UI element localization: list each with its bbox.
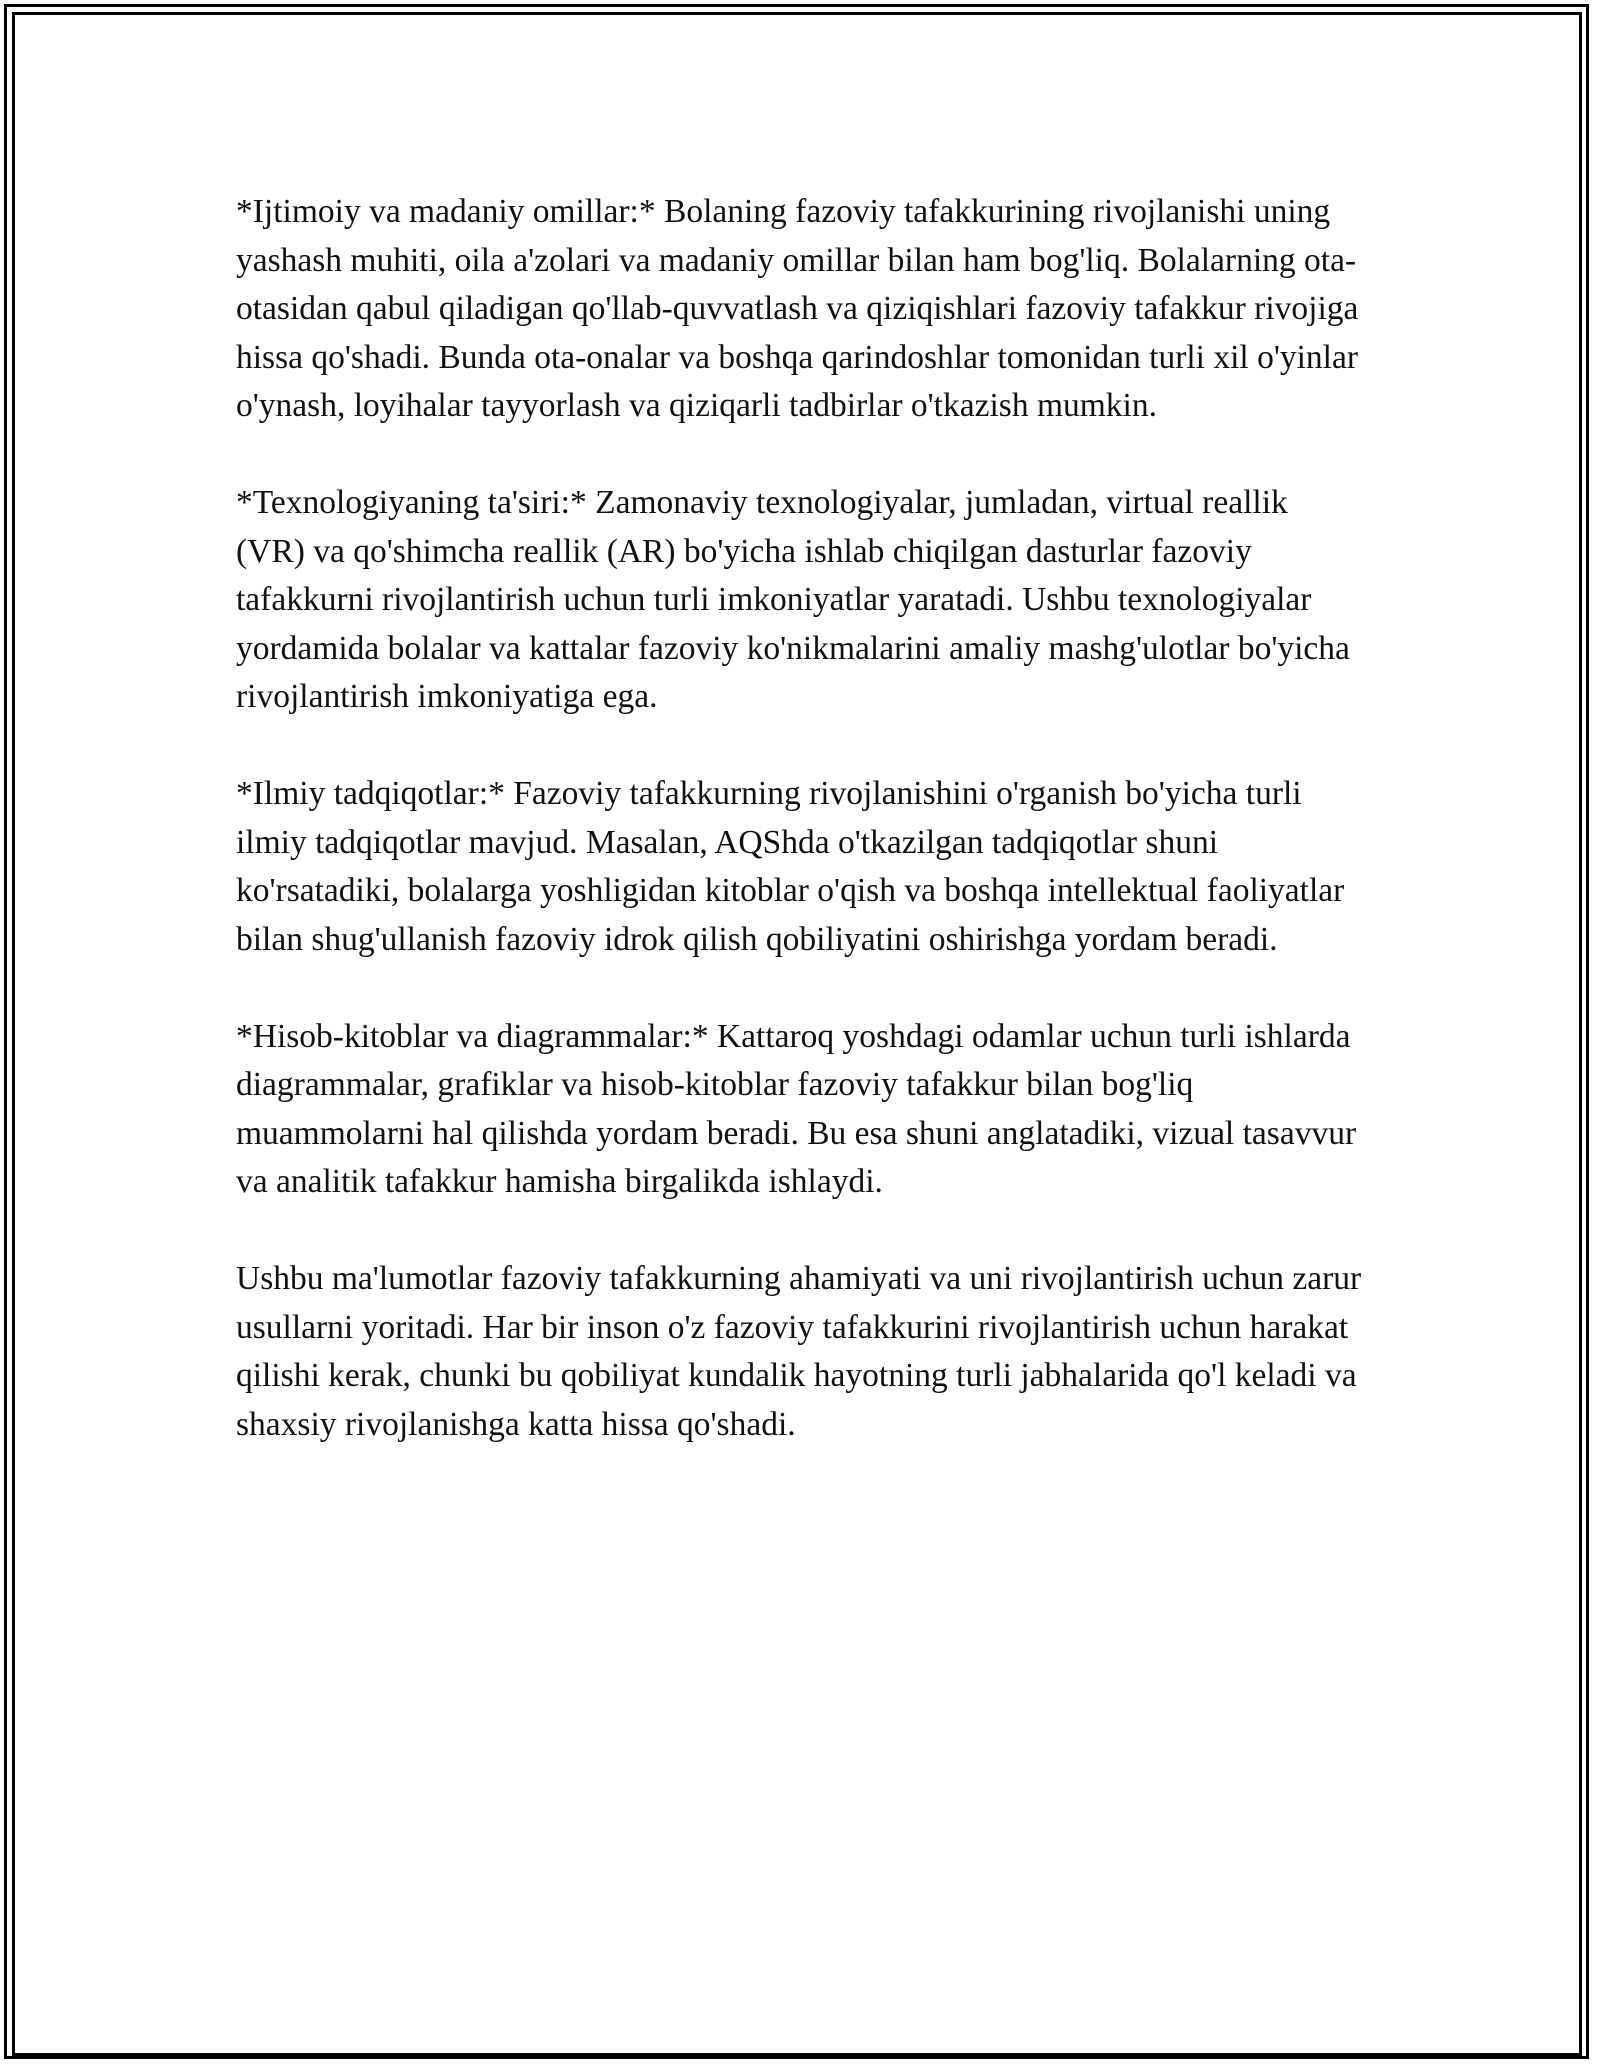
paragraph-calculations-diagrams: *Hisob-kitoblar va diagrammalar:* Kattaroq yoshdagi odamlar uchun turli ishlarda diagrammalar, grafiklar va hisob-kitoblar fazoviy tafakkur bilan bog'liq muammolarni hal qilishda yordam beradi. Bu esa shuni anglatadiki, vizual tasavvur va analitik tafakkur hamisha birgalikda ishlaydi. (236, 1017, 1357, 1200)
document-body (236, 188, 1364, 1498)
paragraph-conclusion: Ushbu ma'lumotlar fazoviy tafakkurning ahamiyati va uni rivojlantirish uchun zarur usullarni yoritadi. Har bir inson o'z fazoviy tafakkurini rivojlantirish uchun harakat qilishi kerak, chunki bu qobiliyat kundalik hayotning turli jabhalarida qo'l keladi va shaxsiy rivojlanishga katta hissa qo'shadi. (236, 1260, 1362, 1443)
paragraph-social-cultural-factors: *Ijtimoiy va madaniy omillar:* Bolaning fazoviy tafakkurining rivojlanishi uning yashash muhiti, oila a'zolari va madaniy omillar bilan ham bog'liq. Bolalarning ota-otasidan qabul qiladigan qo'llab-quvvatlash va qiziqishlari fazoviy tafakkur rivojiga hissa qo'shadi. Bunda ota-onalar va boshqa qarindoshlar tomonidan turli xil o'yinlar o'ynash, loyihalar tayyorlash va qiziqarli tadbirlar o'tkazish mumkin. (236, 193, 1359, 424)
paragraph-technology-impact: *Texnologiyaning ta'siri:* Zamonaviy texnologiyalar, jumladan, virtual reallik (VR) va qo'shimcha reallik (AR) bo'yicha ishlab chiqilgan dasturlar fazoviy tafakkurni rivojlantirish uchun turli imkoniyatlar yaratadi. Ushbu texnologiyalar yordamida bolalar va kattalar fazoviy ko'nikmalarini amaliy mashg'ulotlar bo'yicha rivojlantirish imkoniyatiga ega. (236, 484, 1350, 715)
paragraph-scientific-research: *Ilmiy tadqiqotlar:* Fazoviy tafakkurning rivojlanishini o'rganish bo'yicha turli ilmiy tadqiqotlar mavjud. Masalan, AQShda o'tkazilgan tadqiqotlar shuni ko'rsatadiki, bolalarga yoshligidan kitoblar o'qish va boshqa intellektual faoliyatlar bilan shug'ullanish fazoviy idrok qilish qobiliyatini oshirishga yordam beradi. (236, 775, 1345, 958)
